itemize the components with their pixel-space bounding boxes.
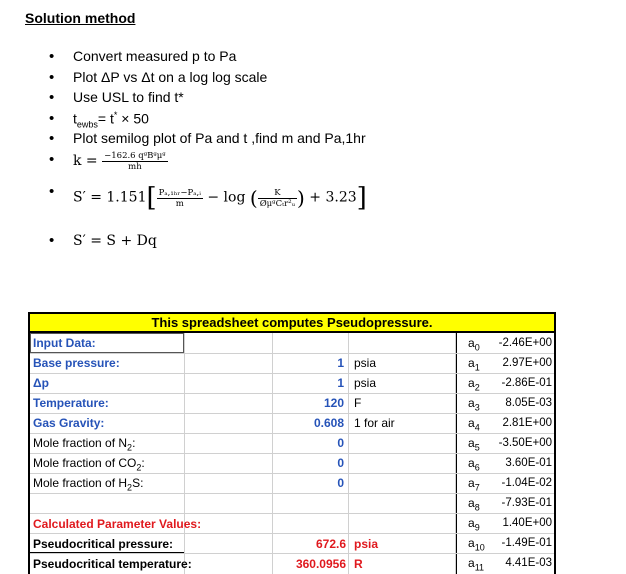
coefficient-value[interactable]: 4.41E-03 (505, 557, 552, 569)
tewbs-symbol: t (73, 110, 77, 127)
coefficient-symbol: a (468, 416, 475, 430)
coefficient-value[interactable]: 3.60E-01 (505, 457, 552, 469)
skin-fraction (157, 188, 203, 209)
coefficient-label[interactable] (468, 353, 488, 373)
row-label-subscript: 2 (127, 442, 133, 453)
coefficient-index: 6 (474, 462, 480, 473)
left-bracket: [ (146, 183, 157, 213)
coefficient-index: 4 (474, 422, 480, 433)
row-label-text: Gas Gravity: (33, 416, 105, 430)
row-label-text: Mole fraction of H (33, 476, 128, 490)
coefficient-label[interactable] (468, 373, 488, 393)
log-fraction (258, 188, 297, 209)
tewbs-star: * (113, 110, 118, 120)
coefficient-symbol: a (468, 376, 475, 390)
row-label-subscript: 2 (136, 462, 142, 473)
calc-label[interactable]: Pseudocritical pressure: (33, 537, 174, 551)
tewbs-tail: × 50 (117, 110, 149, 127)
row-label-tail: S: (132, 476, 144, 490)
right-paren: ) (297, 186, 305, 210)
coefficient-symbol: a (468, 476, 475, 490)
row-label[interactable] (33, 353, 120, 373)
coefficient-index: 5 (474, 442, 480, 453)
coefficient-label[interactable] (468, 433, 488, 453)
skin-denominator: m (175, 198, 184, 209)
coefficient-index: 9 (474, 522, 480, 533)
step-semilog (49, 130, 366, 146)
left-paren: ( (249, 186, 258, 210)
skin-tail: + 3.23 (304, 189, 357, 206)
right-bracket: ] (356, 183, 367, 213)
coefficient-value[interactable]: 2.81E+00 (502, 417, 552, 429)
coefficient-index: 0 (474, 342, 480, 353)
coefficient-label[interactable] (468, 453, 488, 473)
coefficient-label[interactable] (468, 413, 488, 433)
coefficient-value[interactable]: -2.86E-01 (501, 377, 552, 389)
coefficient-value[interactable]: -1.04E-02 (501, 477, 552, 489)
sheet-title[interactable]: This spreadsheet computes Pseudopressure. (28, 312, 556, 333)
row-unit[interactable]: 1 for air (354, 416, 395, 430)
coefficient-label[interactable] (468, 473, 488, 493)
coefficient-symbol: a (468, 496, 475, 510)
coefficient-symbol: a (468, 556, 475, 570)
k-denominator: mh (128, 162, 142, 172)
step-text: Plot semilog plot of Pa and t ,find m and Pa,1hr (73, 130, 366, 146)
row-value[interactable]: 1 (337, 356, 344, 370)
coefficient-index: 1 (474, 362, 480, 373)
sheet-grid[interactable] (28, 333, 556, 574)
k-fraction (102, 151, 168, 172)
k-numerator: −162.6 qᵍBᵍμᵍ (104, 151, 166, 161)
spreadsheet (28, 312, 556, 574)
step-k-formula (49, 151, 168, 172)
row-label-tail: : (141, 456, 145, 470)
row-value[interactable]: 0.608 (313, 416, 344, 430)
step-tewbs (49, 110, 149, 129)
coefficient-symbol: a (468, 536, 475, 550)
coefficient-symbol: a (468, 436, 475, 450)
coefficient-symbol: a (468, 456, 475, 470)
coefficient-index: 3 (474, 402, 480, 413)
row-unit[interactable]: psia (354, 376, 377, 390)
row-label-text: Base pressure: (33, 356, 120, 370)
coefficient-label[interactable] (468, 533, 488, 553)
step-usl (49, 89, 184, 105)
row-label-text: Mole fraction of CO (33, 456, 137, 470)
row-unit[interactable]: F (354, 396, 362, 410)
k-lhs: k = (73, 153, 103, 170)
coefficient-value[interactable]: -7.93E-01 (501, 497, 552, 509)
calc-unit[interactable]: R (354, 557, 363, 571)
calc-unit[interactable]: psia (354, 537, 379, 551)
calc-title[interactable]: Calculated Parameter Values: (33, 517, 202, 531)
coefficient-symbol: a (468, 396, 475, 410)
row-label[interactable] (33, 393, 109, 413)
coefficient-label[interactable] (468, 333, 488, 353)
coefficient-value[interactable]: -3.50E+00 (498, 437, 552, 449)
row-label[interactable] (33, 473, 143, 493)
coefficient-label[interactable] (468, 393, 488, 413)
log-numerator: K (258, 188, 297, 199)
coefficient-value[interactable]: 8.05E-03 (505, 397, 552, 409)
coefficient-label[interactable] (468, 493, 488, 513)
calc-label[interactable]: Pseudocritical temperature: (33, 557, 192, 571)
step-skin-total (49, 232, 157, 249)
step-text: Plot ΔP vs Δt on a log log scale (73, 69, 268, 85)
tewbs-sub: ewbs (76, 119, 98, 130)
log-denominator: ØμᵍCₜr²ᵤ (259, 198, 296, 209)
step-convert (49, 48, 236, 64)
coefficient-value[interactable]: 1.40E+00 (502, 517, 552, 529)
row-value[interactable]: 0 (337, 436, 344, 450)
row-label-text: Mole fraction of N (33, 436, 128, 450)
step-text: Use USL to find t* (73, 89, 184, 105)
row-label-text: Δp (33, 376, 49, 390)
tewbs-equals: = t (97, 110, 114, 127)
row-label[interactable] (33, 413, 104, 433)
row-value[interactable]: 0 (337, 476, 344, 490)
coefficient-symbol: a (468, 356, 475, 370)
row-label[interactable] (33, 373, 49, 393)
coefficient-symbol: a (468, 516, 475, 530)
page-heading: Solution method (25, 10, 136, 26)
row-unit[interactable]: psia (354, 356, 377, 370)
step-skin-formula (49, 183, 367, 213)
coefficient-index: 7 (474, 482, 480, 493)
coefficient-label[interactable] (468, 553, 488, 573)
coefficient-label[interactable] (468, 513, 488, 533)
coefficient-index: 2 (474, 382, 480, 393)
calc-value[interactable]: 672.6 (315, 537, 346, 551)
row-label[interactable] (33, 433, 135, 453)
row-label-text: Temperature: (33, 396, 109, 410)
skin-log: − log (202, 189, 250, 206)
coefficient-value[interactable]: -2.46E+00 (498, 337, 552, 349)
coefficient-index: 10 (474, 542, 485, 553)
row-value[interactable]: 0 (337, 456, 344, 470)
row-label-subscript: 2 (127, 482, 133, 493)
step-plot-loglog (49, 69, 267, 85)
row-label[interactable] (33, 453, 145, 473)
row-label[interactable] (33, 333, 96, 353)
coefficient-value[interactable]: 2.97E+00 (502, 357, 552, 369)
row-label-tail: : (132, 436, 136, 450)
row-value[interactable]: 120 (323, 396, 344, 410)
step-text: Convert measured p to Pa (73, 48, 237, 64)
coefficient-symbol: a (468, 336, 475, 350)
skin-lhs: S′ = 1.151 (73, 189, 147, 206)
row-value[interactable]: 1 (337, 376, 344, 390)
coefficient-value[interactable]: -1.49E-01 (501, 537, 552, 549)
calc-value[interactable]: 360.0956 (295, 557, 346, 571)
skin-numerator: Pₐ,₁ₕᵣ−Pₐ,ᵢ (158, 187, 201, 198)
coefficient-index: 11 (474, 562, 485, 573)
row-label-text: Input Data: (33, 336, 96, 350)
step-text: S′ = S + Dq (73, 233, 157, 249)
coefficient-index: 8 (474, 502, 480, 513)
